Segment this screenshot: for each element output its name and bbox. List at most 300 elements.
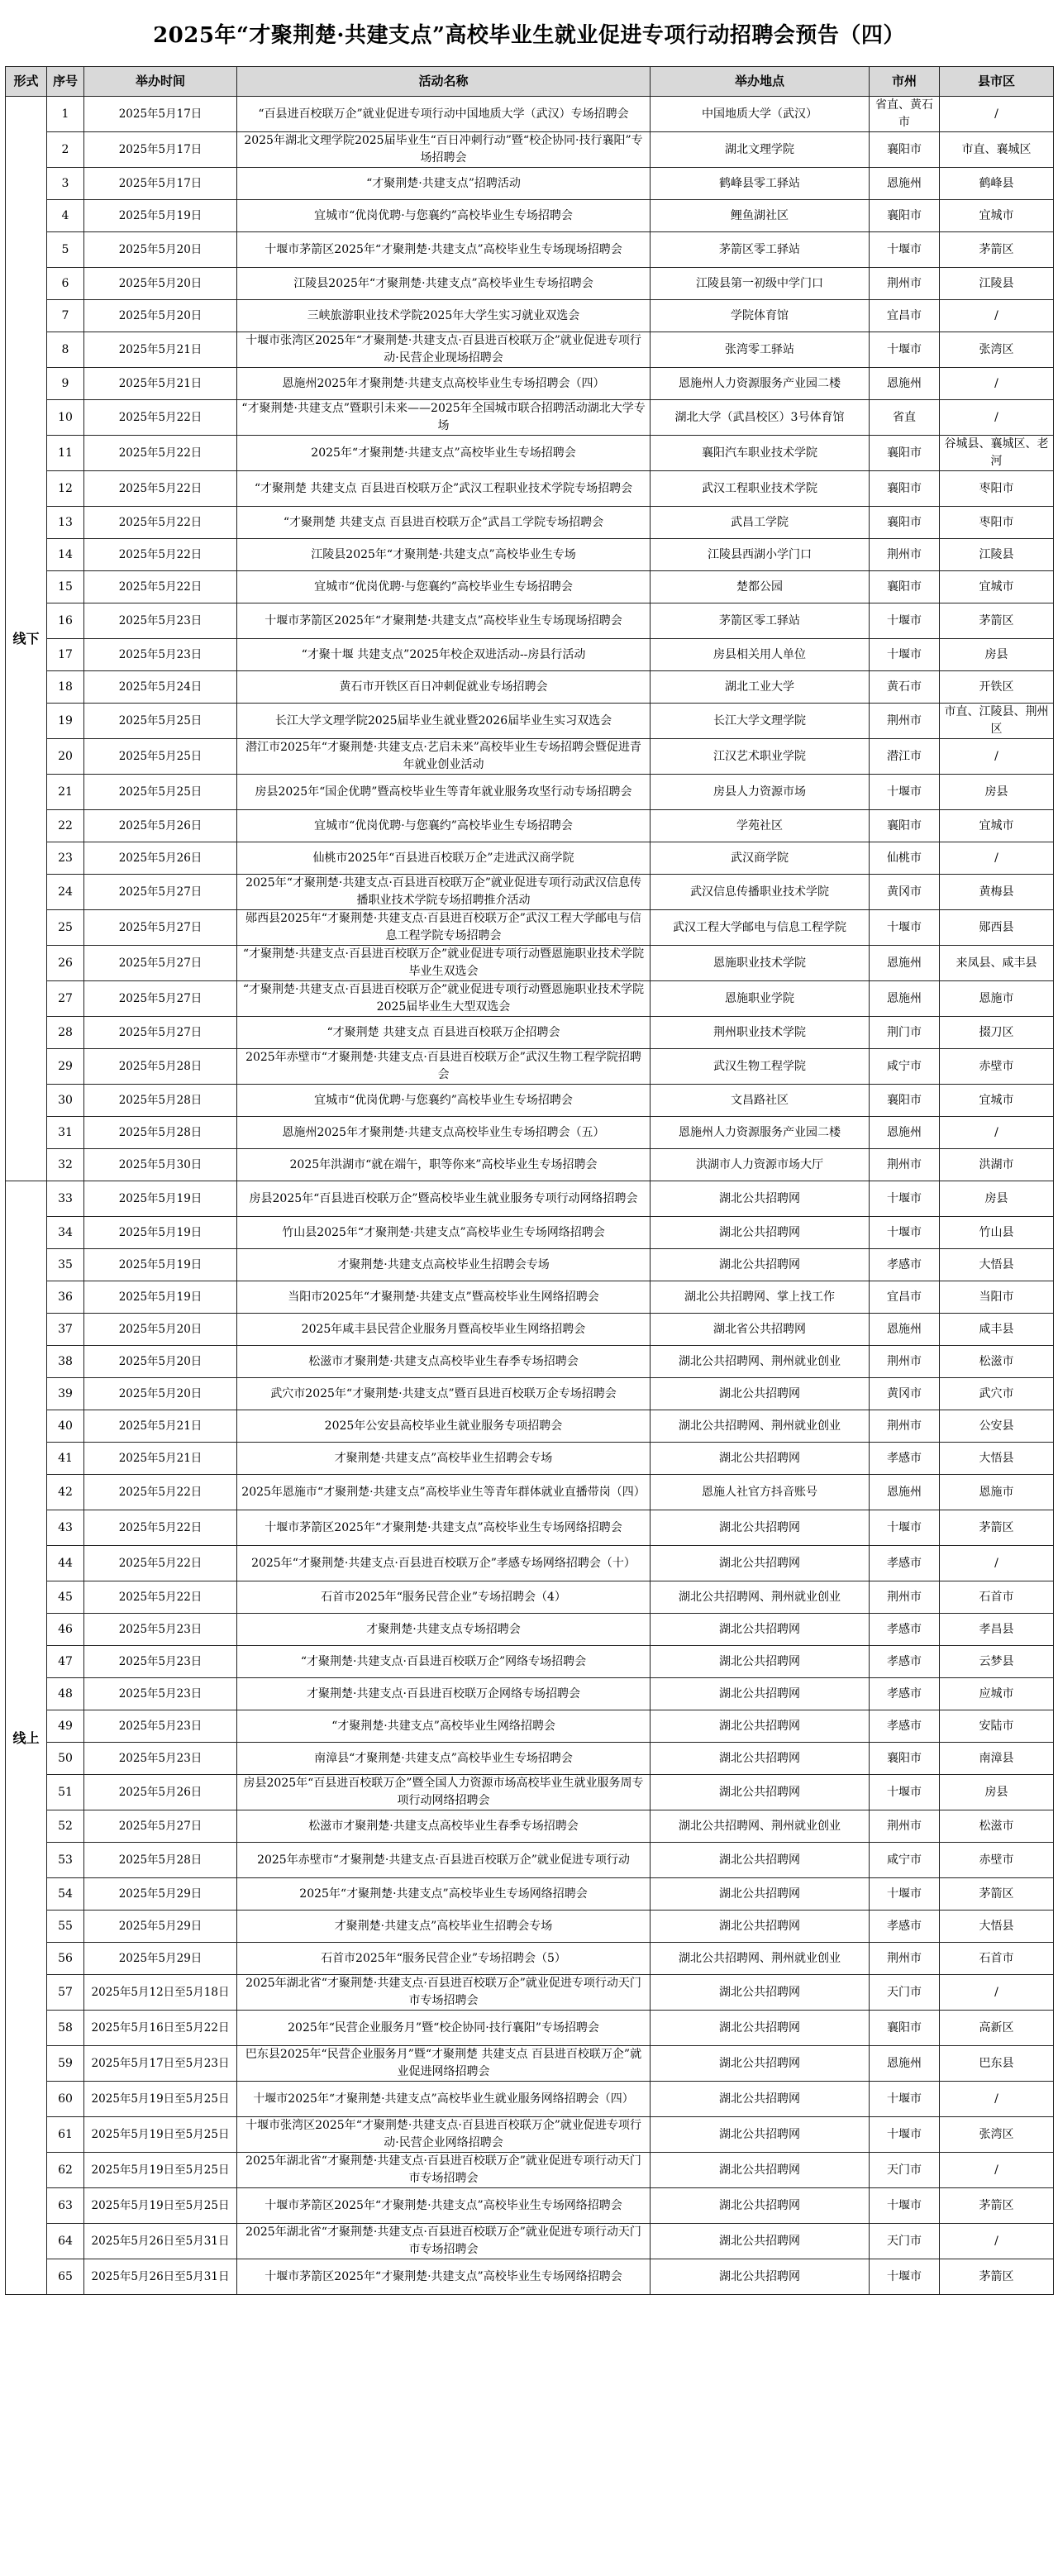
row-date: 2025年5月23日	[84, 1646, 237, 1678]
row-date: 2025年5月20日	[84, 1378, 237, 1410]
row-event-name: 南漳县“才聚荆楚·共建支点”高校毕业生专场招聘会	[237, 1743, 651, 1775]
row-event-name: 2025年“才聚荆楚·共建支点·百县进百校联万企”就业促进专项行动武汉信息传播职业技术学院专场招聘推介活动	[237, 875, 651, 910]
row-venue: 武汉商学院	[651, 842, 870, 875]
row-district: /	[940, 842, 1054, 875]
row-city: 宜昌市	[870, 300, 940, 332]
row-venue: 湖北公共招聘网	[651, 1249, 870, 1281]
event-table	[5, 66, 1054, 2295]
row-index: 43	[47, 1510, 84, 1546]
row-date: 2025年5月22日	[84, 1546, 237, 1581]
row-index: 36	[47, 1281, 84, 1314]
row-city: 孝感市	[870, 1546, 940, 1581]
row-event-name: 房县2025年“百县进百校联万企”暨高校毕业生就业服务专项行动网络招聘会	[237, 1181, 651, 1217]
row-venue: 湖北公共招聘网	[651, 1646, 870, 1678]
row-date: 2025年5月23日	[84, 1710, 237, 1743]
row-city: 十堰市	[870, 1217, 940, 1249]
row-city: 十堰市	[870, 2188, 940, 2224]
table-row	[6, 603, 1054, 639]
row-event-name: 长江大学文理学院2025届毕业生就业暨2026届毕业生实习双选会	[237, 704, 651, 739]
row-index: 31	[47, 1117, 84, 1149]
row-district: 市直、江陵县、荆州区	[940, 704, 1054, 739]
row-district: 房县	[940, 775, 1054, 810]
row-city: 襄阳市	[870, 200, 940, 232]
row-event-name: 恩施州2025年才聚荆楚·共建支点高校毕业生专场招聘会（四）	[237, 368, 651, 400]
table-row	[6, 1975, 1054, 2011]
row-venue: 湖北公共招聘网	[651, 2259, 870, 2295]
row-district: 洪湖市	[940, 1149, 1054, 1181]
row-city: 孝感市	[870, 1614, 940, 1646]
row-venue: 洪湖市人力资源市场大厅	[651, 1149, 870, 1181]
row-event-name: “才聚荆楚·共建支点”招聘活动	[237, 168, 651, 200]
row-district: 枣阳市	[940, 471, 1054, 507]
row-district: 茅箭区	[940, 2259, 1054, 2295]
row-index: 61	[47, 2117, 84, 2153]
row-date: 2025年5月20日	[84, 1346, 237, 1378]
row-date: 2025年5月26日至5月31日	[84, 2224, 237, 2259]
row-index: 39	[47, 1378, 84, 1410]
row-district: 竹山县	[940, 1217, 1054, 1249]
row-city: 恩施州	[870, 946, 940, 981]
page-title: 2025年“才聚荆楚·共建支点”高校毕业生就业促进专项行动招聘会预告（四）	[153, 22, 905, 48]
row-event-name: 石首市2025年“服务民营企业”专场招聘会（5）	[237, 1943, 651, 1975]
row-venue: 学院体育馆	[651, 300, 870, 332]
row-venue: 武汉工程大学邮电与信息工程学院	[651, 910, 870, 946]
row-venue: 湖北公共招聘网	[651, 1743, 870, 1775]
table-row	[6, 1249, 1054, 1281]
row-event-name: 2025年赤壁市“才聚荆楚·共建支点·百县进百校联万企”就业促进专项行动	[237, 1843, 651, 1878]
row-event-name: 2025年“才聚荆楚·共建支点”高校毕业生专场网络招聘会	[237, 1878, 651, 1911]
row-date: 2025年5月22日	[84, 400, 237, 436]
row-event-name: “才聚荆楚 共建支点 百县进百校联万企招聘会	[237, 1017, 651, 1049]
row-date: 2025年5月17日至5月23日	[84, 2046, 237, 2082]
table-row	[6, 1646, 1054, 1678]
row-city: 恩施州	[870, 1314, 940, 1346]
row-city: 恩施州	[870, 168, 940, 200]
row-district: 高新区	[940, 2011, 1054, 2046]
row-venue: 江陵县西湖小学门口	[651, 539, 870, 571]
row-venue: 恩施职业学院	[651, 981, 870, 1017]
row-date: 2025年5月22日	[84, 1510, 237, 1546]
row-district: 开铁区	[940, 671, 1054, 704]
row-venue: 武汉信息传播职业技术学院	[651, 875, 870, 910]
row-district: 武穴市	[940, 1378, 1054, 1410]
row-date: 2025年5月25日	[84, 739, 237, 775]
row-city: 孝感市	[870, 1710, 940, 1743]
row-index: 30	[47, 1085, 84, 1117]
row-city: 十堰市	[870, 2259, 940, 2295]
row-city: 省直、黄石市	[870, 97, 940, 132]
row-event-name: 宜城市“优岗优聘·与您襄约”高校毕业生专场招聘会	[237, 571, 651, 603]
row-event-name: “才聚荆楚·共建支点·百县进百校联万企”就业促进专项行动暨恩施职业技术学院2025届毕业生大型双选会	[237, 981, 651, 1017]
row-index: 46	[47, 1614, 84, 1646]
row-index: 32	[47, 1149, 84, 1181]
table-row	[6, 436, 1054, 471]
row-city: 天门市	[870, 1975, 940, 2011]
row-index: 27	[47, 981, 84, 1017]
row-city: 襄阳市	[870, 571, 940, 603]
row-event-name: “才聚荆楚·共建支点”暨职引未来——2025年全国城市联合招聘活动湖北大学专场	[237, 400, 651, 436]
row-index: 42	[47, 1475, 84, 1510]
row-venue: 湖北公共招聘网	[651, 1443, 870, 1475]
row-city: 恩施州	[870, 981, 940, 1017]
row-index: 49	[47, 1710, 84, 1743]
row-district: 恩施市	[940, 981, 1054, 1017]
table-row	[6, 1217, 1054, 1249]
row-venue: 湖北公共招聘网	[651, 1614, 870, 1646]
table-row	[6, 1678, 1054, 1710]
row-city: 荆州市	[870, 1410, 940, 1443]
row-index: 13	[47, 507, 84, 539]
row-venue: 湖北公共招聘网	[651, 1510, 870, 1546]
row-event-name: 三峡旅游职业技术学院2025年大学生实习就业双选会	[237, 300, 651, 332]
row-date: 2025年5月23日	[84, 603, 237, 639]
row-city: 襄阳市	[870, 810, 940, 842]
row-date: 2025年5月30日	[84, 1149, 237, 1181]
row-index: 21	[47, 775, 84, 810]
row-index: 17	[47, 639, 84, 671]
row-district: /	[940, 1975, 1054, 2011]
header-event-name: 活动名称	[237, 67, 651, 97]
row-event-name: 2025年赤壁市“才聚荆楚·共建支点·百县进百校联万企”武汉生物工程学院招聘会	[237, 1049, 651, 1085]
row-index: 34	[47, 1217, 84, 1249]
row-district: 大悟县	[940, 1249, 1054, 1281]
row-city: 荆州市	[870, 1943, 940, 1975]
table-row	[6, 1810, 1054, 1843]
row-event-name: 2025年湖北省“才聚荆楚·共建支点·百县进百校联万企”就业促进专项行动天门市专场招聘会	[237, 2153, 651, 2188]
row-venue: 茅箭区零工驿站	[651, 232, 870, 268]
row-event-name: 房县2025年“百县进百校联万企”暨全国人力资源市场高校毕业生就业服务周专项行动网络招聘会	[237, 1775, 651, 1810]
row-venue: 湖北公共招聘网	[651, 2188, 870, 2224]
row-event-name: 2025年湖北省“才聚荆楚·共建支点·百县进百校联万企”就业促进专项行动天门市专场招聘会	[237, 1975, 651, 2011]
table-row	[6, 1843, 1054, 1878]
row-index: 56	[47, 1943, 84, 1975]
row-city: 荆州市	[870, 1149, 940, 1181]
row-district: 松滋市	[940, 1810, 1054, 1843]
row-event-name: “百县进百校联万企”就业促进专项行动中国地质大学（武汉）专场招聘会	[237, 97, 651, 132]
row-index: 52	[47, 1810, 84, 1843]
format-cell: 线上	[6, 1181, 47, 2295]
row-date: 2025年5月22日	[84, 571, 237, 603]
row-district: 来凤县、咸丰县	[940, 946, 1054, 981]
row-city: 省直	[870, 400, 940, 436]
table-row	[6, 268, 1054, 300]
row-date: 2025年5月20日	[84, 300, 237, 332]
row-district: 宜城市	[940, 571, 1054, 603]
row-district: 咸丰县	[940, 1314, 1054, 1346]
row-venue: 恩施州人力资源服务产业园二楼	[651, 1117, 870, 1149]
row-district: 大悟县	[940, 1911, 1054, 1943]
table-row	[6, 1049, 1054, 1085]
row-venue: 湖北工业大学	[651, 671, 870, 704]
row-date: 2025年5月19日	[84, 1249, 237, 1281]
row-city: 荆州市	[870, 1810, 940, 1843]
row-event-name: 2025年“才聚荆楚·共建支点·百县进百校联万企”孝感专场网络招聘会（十）	[237, 1546, 651, 1581]
row-venue: 湖北公共招聘网	[651, 1546, 870, 1581]
row-event-name: 2025年恩施市“才聚荆楚·共建支点”高校毕业生等青年群体就业直播带岗（四）	[237, 1475, 651, 1510]
row-district: /	[940, 400, 1054, 436]
row-index: 4	[47, 200, 84, 232]
row-venue: 湖北公共招聘网	[651, 2011, 870, 2046]
row-district: 石首市	[940, 1581, 1054, 1614]
row-date: 2025年5月22日	[84, 1475, 237, 1510]
row-event-name: 石首市2025年“服务民营企业”专场招聘会（4）	[237, 1581, 651, 1614]
row-district: 云梦县	[940, 1646, 1054, 1678]
row-event-name: 郧西县2025年“才聚荆楚·共建支点·百县进百校联万企”武汉工程大学邮电与信息工程学院专场招聘会	[237, 910, 651, 946]
row-event-name: 十堰市张湾区2025年“才聚荆楚·共建支点·百县进百校联万企”就业促进专项行动·民营企业网络招聘会	[237, 2117, 651, 2153]
row-date: 2025年5月22日	[84, 507, 237, 539]
table-row	[6, 471, 1054, 507]
row-event-name: 十堰市茅箭区2025年“才聚荆楚·共建支点”高校毕业生专场现场招聘会	[237, 232, 651, 268]
row-city: 襄阳市	[870, 1085, 940, 1117]
row-city: 荆州市	[870, 539, 940, 571]
row-date: 2025年5月19日至5月25日	[84, 2188, 237, 2224]
table-row	[6, 910, 1054, 946]
row-date: 2025年5月16日至5月22日	[84, 2011, 237, 2046]
row-city: 十堰市	[870, 775, 940, 810]
row-district: /	[940, 2224, 1054, 2259]
row-date: 2025年5月21日	[84, 368, 237, 400]
table-row	[6, 507, 1054, 539]
row-date: 2025年5月19日至5月25日	[84, 2117, 237, 2153]
row-index: 26	[47, 946, 84, 981]
table-row	[6, 1378, 1054, 1410]
row-city: 咸宁市	[870, 1843, 940, 1878]
row-date: 2025年5月17日	[84, 97, 237, 132]
table-row	[6, 1117, 1054, 1149]
table-row	[6, 1281, 1054, 1314]
row-event-name: “才聚荆楚 共建支点 百县进百校联万企”武昌工学院专场招聘会	[237, 507, 651, 539]
row-district: 恩施市	[940, 1475, 1054, 1510]
table-row	[6, 1775, 1054, 1810]
row-venue: 房县人力资源市场	[651, 775, 870, 810]
row-date: 2025年5月23日	[84, 639, 237, 671]
row-venue: 湖北公共招聘网	[651, 1181, 870, 1217]
row-venue: 湖北公共招聘网、荆州就业创业	[651, 1410, 870, 1443]
row-date: 2025年5月22日	[84, 539, 237, 571]
row-index: 58	[47, 2011, 84, 2046]
table-row	[6, 1510, 1054, 1546]
row-district: /	[940, 2153, 1054, 2188]
row-city: 襄阳市	[870, 507, 940, 539]
row-index: 7	[47, 300, 84, 332]
row-event-name: 黄石市开铁区百日冲刺促就业专场招聘会	[237, 671, 651, 704]
row-date: 2025年5月27日	[84, 875, 237, 910]
row-index: 3	[47, 168, 84, 200]
table-header-row	[6, 67, 1054, 97]
table-row	[6, 1911, 1054, 1943]
row-district: 市直、襄城区	[940, 132, 1054, 168]
row-index: 14	[47, 539, 84, 571]
row-index: 37	[47, 1314, 84, 1346]
row-index: 10	[47, 400, 84, 436]
row-district: 宜城市	[940, 200, 1054, 232]
row-venue: 江陵县第一初级中学门口	[651, 268, 870, 300]
row-district: 石首市	[940, 1943, 1054, 1975]
table-row	[6, 1181, 1054, 1217]
row-venue: 鹤峰县零工驿站	[651, 168, 870, 200]
row-index: 54	[47, 1878, 84, 1911]
row-index: 1	[47, 97, 84, 132]
row-index: 23	[47, 842, 84, 875]
row-date: 2025年5月28日	[84, 1049, 237, 1085]
row-district: 大悟县	[940, 1443, 1054, 1475]
row-city: 宜昌市	[870, 1281, 940, 1314]
row-district: 应城市	[940, 1678, 1054, 1710]
row-venue: 湖北公共招聘网、荆州就业创业	[651, 1581, 870, 1614]
row-venue: 湖北公共招聘网	[651, 1378, 870, 1410]
row-index: 45	[47, 1581, 84, 1614]
table-row	[6, 842, 1054, 875]
row-event-name: 十堰市2025年“才聚荆楚·共建支点”高校毕业生就业服务网络招聘会（四）	[237, 2082, 651, 2117]
row-date: 2025年5月22日	[84, 471, 237, 507]
row-district: 郧西县	[940, 910, 1054, 946]
row-index: 12	[47, 471, 84, 507]
table-row	[6, 1443, 1054, 1475]
table-row	[6, 946, 1054, 981]
row-date: 2025年5月27日	[84, 946, 237, 981]
table-row	[6, 300, 1054, 332]
row-venue: 湖北大学（武昌校区）3号体育馆	[651, 400, 870, 436]
row-date: 2025年5月20日	[84, 232, 237, 268]
row-event-name: 2025年湖北省“才聚荆楚·共建支点·百县进百校联万企”就业促进专项行动天门市专场招聘会	[237, 2224, 651, 2259]
row-date: 2025年5月29日	[84, 1911, 237, 1943]
row-venue: 湖北公共招聘网	[651, 2046, 870, 2082]
row-venue: 荆州职业技术学院	[651, 1017, 870, 1049]
row-index: 55	[47, 1911, 84, 1943]
row-venue: 湖北公共招聘网	[651, 1911, 870, 1943]
row-event-name: 竹山县2025年“才聚荆楚·共建支点”高校毕业生专场网络招聘会	[237, 1217, 651, 1249]
row-venue: 恩施职业技术学院	[651, 946, 870, 981]
row-event-name: 江陵县2025年“才聚荆楚·共建支点”高校毕业生专场招聘会	[237, 268, 651, 300]
row-event-name: “才聚荆楚·共建支点·百县进百校联万企”就业促进专项行动暨恩施职业技术学院毕业生双选会	[237, 946, 651, 981]
row-event-name: 2025年湖北文理学院2025届毕业生“百日冲刺行动”暨“校企协同·技行襄阳”专场招聘会	[237, 132, 651, 168]
row-event-name: “才聚十堰 共建支点”2025年校企双进活动--房县行活动	[237, 639, 651, 671]
table-row	[6, 1943, 1054, 1975]
row-district: 宜城市	[940, 1085, 1054, 1117]
row-city: 襄阳市	[870, 2011, 940, 2046]
row-event-name: 2025年“民营企业服务月”暨“校企协同·技行襄阳”专场招聘会	[237, 2011, 651, 2046]
row-date: 2025年5月12日至5月18日	[84, 1975, 237, 2011]
row-district: 松滋市	[940, 1346, 1054, 1378]
row-city: 咸宁市	[870, 1049, 940, 1085]
row-city: 恩施州	[870, 1117, 940, 1149]
table-row	[6, 1314, 1054, 1346]
row-city: 十堰市	[870, 1181, 940, 1217]
row-district: 赤壁市	[940, 1049, 1054, 1085]
row-city: 襄阳市	[870, 132, 940, 168]
row-district: /	[940, 739, 1054, 775]
row-venue: 武昌工学院	[651, 507, 870, 539]
row-district: 江陵县	[940, 539, 1054, 571]
row-event-name: 仙桃市2025年“百县进百校联万企”走进武汉商学院	[237, 842, 651, 875]
row-event-name: 2025年咸丰县民营企业服务月暨高校毕业生网络招聘会	[237, 1314, 651, 1346]
row-district: 枣阳市	[940, 507, 1054, 539]
row-index: 19	[47, 704, 84, 739]
row-date: 2025年5月21日	[84, 1443, 237, 1475]
row-index: 15	[47, 571, 84, 603]
row-date: 2025年5月17日	[84, 168, 237, 200]
row-event-name: 十堰市茅箭区2025年“才聚荆楚·共建支点”高校毕业生专场现场招聘会	[237, 603, 651, 639]
row-date: 2025年5月24日	[84, 671, 237, 704]
table-body	[6, 97, 1054, 2295]
format-cell: 线下	[6, 97, 47, 1181]
row-district: 黄梅县	[940, 875, 1054, 910]
table-row	[6, 1614, 1054, 1646]
row-city: 襄阳市	[870, 471, 940, 507]
table-row	[6, 2224, 1054, 2259]
row-index: 59	[47, 2046, 84, 2082]
row-index: 38	[47, 1346, 84, 1378]
row-index: 29	[47, 1049, 84, 1085]
row-venue: 张湾零工驿站	[651, 332, 870, 368]
row-index: 62	[47, 2153, 84, 2188]
header-city: 市州	[870, 67, 940, 97]
table-row	[6, 981, 1054, 1017]
row-date: 2025年5月26日	[84, 1775, 237, 1810]
row-index: 11	[47, 436, 84, 471]
row-venue: 湖北文理学院	[651, 132, 870, 168]
row-event-name: 宜城市“优岗优聘·与您襄约”高校毕业生专场招聘会	[237, 810, 651, 842]
row-venue: 湖北公共招聘网	[651, 1878, 870, 1911]
row-venue: 湖北公共招聘网	[651, 1975, 870, 2011]
table-row	[6, 168, 1054, 200]
row-city: 黄冈市	[870, 875, 940, 910]
row-venue: 恩施州人力资源服务产业园二楼	[651, 368, 870, 400]
header-district: 县市区	[940, 67, 1054, 97]
row-district: 房县	[940, 639, 1054, 671]
row-district: 宜城市	[940, 810, 1054, 842]
row-event-name: 恩施州2025年才聚荆楚·共建支点高校毕业生专场招聘会（五）	[237, 1117, 651, 1149]
row-date: 2025年5月25日	[84, 704, 237, 739]
row-venue: 江汉艺术职业学院	[651, 739, 870, 775]
row-city: 天门市	[870, 2224, 940, 2259]
row-city: 荆州市	[870, 1346, 940, 1378]
row-district: 茅箭区	[940, 1878, 1054, 1911]
row-city: 恩施州	[870, 368, 940, 400]
row-district: /	[940, 300, 1054, 332]
row-city: 荆州市	[870, 1581, 940, 1614]
row-index: 51	[47, 1775, 84, 1810]
table-row	[6, 97, 1054, 132]
row-city: 襄阳市	[870, 436, 940, 471]
row-event-name: 松滋市才聚荆楚·共建支点高校毕业生春季专场招聘会	[237, 1346, 651, 1378]
row-city: 十堰市	[870, 2117, 940, 2153]
row-city: 十堰市	[870, 232, 940, 268]
row-venue: 中国地质大学（武汉）	[651, 97, 870, 132]
table-row	[6, 1085, 1054, 1117]
row-date: 2025年5月21日	[84, 1410, 237, 1443]
row-date: 2025年5月28日	[84, 1843, 237, 1878]
row-index: 16	[47, 603, 84, 639]
row-venue: 湖北公共招聘网、掌上找工作	[651, 1281, 870, 1314]
row-district: 当阳市	[940, 1281, 1054, 1314]
row-venue: 武汉生物工程学院	[651, 1049, 870, 1085]
row-city: 天门市	[870, 2153, 940, 2188]
header-index: 序号	[47, 67, 84, 97]
row-event-name: 松滋市才聚荆楚·共建支点高校毕业生春季专场招聘会	[237, 1810, 651, 1843]
row-index: 53	[47, 1843, 84, 1878]
row-venue: 房县相关用人单位	[651, 639, 870, 671]
row-date: 2025年5月20日	[84, 268, 237, 300]
table-row	[6, 1410, 1054, 1443]
table-row	[6, 1710, 1054, 1743]
table-row	[6, 1581, 1054, 1614]
row-event-name: “才聚荆楚·共建支点·百县进百校联万企”网络专场招聘会	[237, 1646, 651, 1678]
row-district: 孝昌县	[940, 1614, 1054, 1646]
table-row	[6, 639, 1054, 671]
row-district: /	[940, 1117, 1054, 1149]
row-event-name: 房县2025年“国企优聘”暨高校毕业生等青年就业服务攻坚行动专场招聘会	[237, 775, 651, 810]
